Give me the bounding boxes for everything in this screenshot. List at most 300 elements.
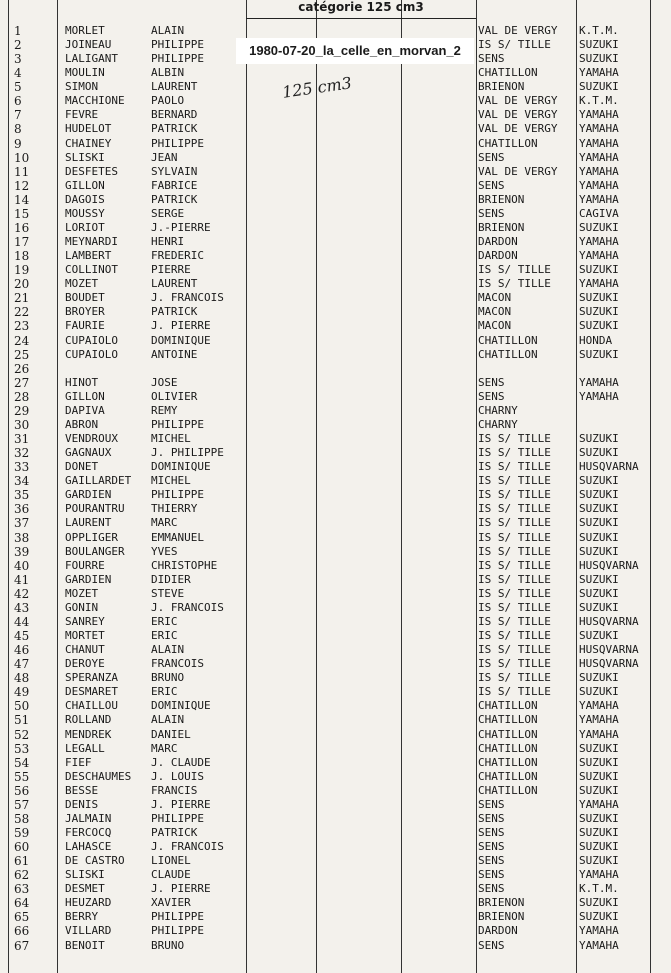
motorcycle-brand: YAMAHA [579, 389, 619, 403]
club-town: MACON [478, 291, 512, 305]
club-town: CHARNY [478, 403, 518, 417]
last-name: MACCHIONE [65, 94, 125, 108]
table-row [0, 94, 671, 108]
race-number: 51 [14, 713, 30, 728]
table-row [0, 699, 671, 713]
club-town: SENS [478, 206, 505, 220]
motorcycle-brand: SUZUKI [579, 291, 619, 305]
motorcycle-brand: SUZUKI [579, 629, 619, 642]
club-town: SENS [478, 938, 505, 952]
last-name: OPPLIGER [65, 530, 118, 544]
club-town: VAL DE VERGY [478, 164, 558, 178]
motorcycle-brand: SUZUKI [579, 572, 619, 586]
club-town: SENS [478, 178, 505, 192]
club-town: IS S/ TILLE [478, 502, 551, 516]
club-town: CHATILLON [478, 755, 538, 769]
table-row [0, 137, 671, 151]
table-row [0, 502, 671, 516]
motorcycle-brand: YAMAHA [579, 136, 619, 150]
club-town: CHARNY [478, 417, 518, 431]
race-number: 24 [14, 333, 30, 348]
motorcycle-brand: SUZUKI [579, 502, 619, 516]
last-name: HUDELOT [65, 122, 112, 136]
last-name: DESCHAUMES [65, 769, 132, 783]
table-row [0, 122, 671, 136]
motorcycle-brand: HONDA [579, 333, 613, 347]
last-name: DAGOIS [65, 192, 105, 206]
first-name: PHILIPPE [151, 910, 204, 924]
race-number: 20 [14, 277, 30, 292]
motorcycle-brand: YAMAHA [579, 150, 619, 164]
motorcycle-brand: YAMAHA [579, 699, 619, 713]
club-town: IS S/ TILLE [478, 432, 551, 446]
table-row [0, 671, 671, 685]
club-town: IS S/ TILLE [478, 263, 551, 277]
club-town: SENS [478, 868, 505, 882]
club-town: IS S/ TILLE [478, 474, 551, 488]
race-number: 61 [14, 854, 30, 869]
motorcycle-brand: SUZUKI [579, 811, 619, 825]
first-name: J.-PIERRE [151, 220, 211, 234]
table-row [0, 896, 671, 910]
race-number: 62 [14, 868, 30, 883]
motorcycle-brand: YAMAHA [579, 924, 619, 938]
first-name: FRANCIS [151, 783, 198, 797]
first-name: PHILIPPE [151, 417, 204, 431]
last-name: BROYER [65, 305, 105, 319]
club-town: IS S/ TILLE [478, 488, 551, 502]
first-name: DANIEL [151, 727, 191, 741]
race-number: 7 [14, 108, 22, 123]
club-town: CHATILLON [478, 699, 538, 713]
first-name: ALAIN [151, 713, 185, 727]
first-name: ALBIN [151, 66, 185, 80]
motorcycle-brand: SUZUKI [579, 783, 619, 797]
table-row [0, 66, 671, 80]
motorcycle-brand: SUZUKI [579, 432, 619, 446]
race-number: 48 [14, 671, 30, 686]
table-row [0, 390, 671, 404]
table-row [0, 826, 671, 840]
motorcycle-brand: K.T.M. [579, 94, 619, 108]
motorcycle-brand: SUZUKI [579, 910, 619, 924]
last-name: FEVRE [65, 108, 99, 122]
table-row [0, 305, 671, 319]
first-name: J. FRANCOIS [151, 291, 224, 305]
race-number: 41 [14, 572, 30, 587]
first-name: JOSE [151, 375, 178, 389]
club-town: SENS [478, 150, 505, 164]
table-row [0, 516, 671, 530]
club-town: SENS [478, 882, 505, 896]
race-number: 8 [14, 122, 22, 137]
motorcycle-brand: YAMAHA [579, 122, 619, 136]
motorcycle-brand: SUZUKI [579, 319, 619, 333]
table-row [0, 559, 671, 573]
club-town: MACON [478, 319, 512, 333]
first-name: PAOLO [151, 94, 185, 108]
first-name: JEAN [151, 150, 178, 164]
club-town: DARDON [478, 249, 518, 263]
club-town: IS S/ TILLE [478, 600, 551, 614]
last-name: ABRON [65, 417, 99, 431]
first-name: MICHEL [151, 474, 191, 488]
race-number: 53 [14, 741, 30, 756]
motorcycle-brand: HUSQVARNA [579, 657, 639, 671]
race-number: 65 [14, 910, 30, 925]
table-row [0, 882, 671, 896]
table-row [0, 432, 671, 446]
race-number: 60 [14, 840, 30, 855]
motorcycle-brand: YAMAHA [579, 713, 619, 727]
club-town: SENS [478, 825, 505, 839]
first-name: PHILIPPE [151, 136, 204, 150]
last-name: CUPAIOLO [65, 347, 118, 361]
first-name: STEVE [151, 586, 185, 600]
table-row [0, 207, 671, 221]
race-number: 43 [14, 600, 30, 615]
last-name: LAURENT [65, 516, 112, 530]
club-town: VAL DE VERGY [478, 122, 558, 136]
motorcycle-brand: YAMAHA [579, 164, 619, 178]
motorcycle-brand: YAMAHA [579, 727, 619, 741]
race-number: 12 [14, 178, 30, 193]
first-name: YVES [151, 544, 178, 558]
club-town: VAL DE VERGY [478, 24, 558, 37]
motorcycle-brand: SUZUKI [579, 586, 619, 600]
table-row [0, 418, 671, 432]
last-name: LALIGANT [65, 52, 118, 66]
first-name: XAVIER [151, 896, 191, 910]
last-name: LEGALL [65, 741, 105, 755]
table-row [0, 460, 671, 474]
race-number: 5 [14, 80, 22, 95]
category-header: catégorie 125 cm3 [246, 0, 476, 19]
race-number: 28 [14, 389, 30, 404]
last-name: CHAILLOU [65, 699, 118, 713]
last-name: FAURIE [65, 319, 105, 333]
table-row [0, 601, 671, 615]
first-name: REMY [151, 403, 178, 417]
club-town: SENS [478, 375, 505, 389]
table-row [0, 939, 671, 953]
table-row [0, 179, 671, 193]
table-row [0, 488, 671, 502]
first-name: OLIVIER [151, 389, 198, 403]
race-number: 4 [14, 66, 22, 81]
last-name: SPERANZA [65, 671, 118, 685]
motorcycle-brand: SUZUKI [579, 220, 619, 234]
last-name: DAPIVA [65, 403, 105, 417]
table-row [0, 531, 671, 545]
club-town: SENS [478, 389, 505, 403]
club-town: CHATILLON [478, 783, 538, 797]
first-name: BRUNO [151, 671, 185, 685]
race-number: 27 [14, 375, 30, 390]
motorcycle-brand: SUZUKI [579, 446, 619, 460]
first-name: FRANCOIS [151, 657, 204, 671]
table-row [0, 277, 671, 291]
motorcycle-brand: SUZUKI [579, 52, 619, 66]
first-name: BERNARD [151, 108, 198, 122]
last-name: GILLON [65, 178, 105, 192]
last-name: MORLET [65, 24, 105, 37]
race-number: 38 [14, 530, 30, 545]
club-town: IS S/ TILLE [478, 657, 551, 671]
club-town: DARDON [478, 924, 518, 938]
first-name: PATRICK [151, 825, 198, 839]
motorcycle-brand: SUZUKI [579, 347, 619, 361]
table-row [0, 52, 671, 66]
race-number: 10 [14, 150, 30, 165]
club-town: VAL DE VERGY [478, 108, 558, 122]
last-name: CHANUT [65, 643, 105, 657]
motorcycle-brand: SUZUKI [579, 544, 619, 558]
race-number: 31 [14, 432, 30, 447]
motorcycle-brand: HUSQVARNA [579, 614, 639, 628]
first-name: ALAIN [151, 643, 185, 657]
club-town: CHATILLON [478, 66, 538, 80]
race-number: 40 [14, 558, 30, 573]
first-name: SERGE [151, 206, 185, 220]
table-row [0, 868, 671, 882]
table-row [0, 742, 671, 756]
motorcycle-brand: SUZUKI [579, 80, 619, 94]
race-number: 23 [14, 319, 30, 334]
race-number: 3 [14, 52, 22, 67]
last-name: DESMET [65, 882, 105, 896]
last-name: HEUZARD [65, 896, 112, 910]
first-name: J. FRANCOIS [151, 840, 224, 854]
club-town: SENS [478, 52, 505, 66]
table-row [0, 615, 671, 629]
race-number: 39 [14, 544, 30, 559]
race-number: 55 [14, 769, 30, 784]
first-name: ERIC [151, 614, 178, 628]
table-row [0, 728, 671, 742]
race-number: 25 [14, 347, 30, 362]
motorcycle-brand: YAMAHA [579, 235, 619, 249]
first-name: PHILIPPE [151, 52, 204, 66]
last-name: SLISKI [65, 868, 105, 882]
motorcycle-brand: YAMAHA [579, 938, 619, 952]
last-name: GONIN [65, 600, 99, 614]
club-town: IS S/ TILLE [478, 685, 551, 699]
motorcycle-brand: YAMAHA [579, 66, 619, 80]
table-row [0, 404, 671, 418]
motorcycle-brand: YAMAHA [579, 277, 619, 291]
first-name: HENRI [151, 235, 185, 249]
last-name: DESFETES [65, 164, 118, 178]
last-name: MEYNARDI [65, 235, 118, 249]
table-row [0, 474, 671, 488]
race-number: 18 [14, 249, 30, 264]
race-number: 54 [14, 755, 30, 770]
club-town: IS S/ TILLE [478, 614, 551, 628]
motorcycle-brand: SUZUKI [579, 600, 619, 614]
club-town: BRIENON [478, 220, 525, 234]
first-name: LIONEL [151, 854, 191, 868]
first-name: MARC [151, 516, 178, 530]
first-name: BRUNO [151, 938, 185, 952]
first-name: SYLVAIN [151, 164, 198, 178]
first-name: PHILIPPE [151, 811, 204, 825]
race-number: 45 [14, 629, 30, 643]
first-name: LAURENT [151, 80, 198, 94]
race-number: 59 [14, 825, 30, 840]
race-number: 56 [14, 783, 30, 798]
club-town: CHATILLON [478, 769, 538, 783]
motorcycle-brand: SUZUKI [579, 685, 619, 699]
first-name: MARC [151, 741, 178, 755]
last-name: MENDREK [65, 727, 112, 741]
race-number: 21 [14, 291, 30, 306]
last-name: SANREY [65, 614, 105, 628]
table-row [0, 362, 671, 376]
club-town: IS S/ TILLE [478, 530, 551, 544]
last-name: DEROYE [65, 657, 105, 671]
club-town: SENS [478, 811, 505, 825]
last-name: HINOT [65, 375, 99, 389]
table-row [0, 587, 671, 601]
table-row [0, 756, 671, 770]
last-name: VILLARD [65, 924, 112, 938]
table-row [0, 840, 671, 854]
first-name: J. PIERRE [151, 882, 211, 896]
club-town: CHATILLON [478, 741, 538, 755]
first-name: PATRICK [151, 305, 198, 319]
first-name: J. LOUIS [151, 769, 204, 783]
race-number: 29 [14, 403, 30, 418]
first-name: ERIC [151, 685, 178, 699]
motorcycle-brand: SUZUKI [579, 854, 619, 868]
last-name: BOULANGER [65, 544, 125, 558]
club-town: SENS [478, 854, 505, 868]
first-name: CHRISTOPHE [151, 558, 218, 572]
race-number: 63 [14, 882, 30, 897]
table-row [0, 770, 671, 784]
motorcycle-brand: SUZUKI [579, 671, 619, 685]
motorcycle-brand: HUSQVARNA [579, 460, 639, 474]
race-number: 42 [14, 586, 30, 601]
race-number: 9 [14, 136, 22, 151]
last-name: SIMON [65, 80, 99, 94]
last-name: GILLON [65, 389, 105, 403]
race-number: 36 [14, 502, 30, 517]
table-row [0, 249, 671, 263]
race-number: 19 [14, 263, 30, 278]
motorcycle-brand: YAMAHA [579, 192, 619, 206]
motorcycle-brand: YAMAHA [579, 108, 619, 122]
race-number: 64 [14, 896, 30, 911]
first-name: PHILIPPE [151, 488, 204, 502]
race-number: 67 [14, 938, 30, 953]
last-name: CHAINEY [65, 136, 112, 150]
table-row [0, 685, 671, 699]
last-name: CUPAIOLO [65, 333, 118, 347]
motorcycle-brand: SUZUKI [579, 38, 619, 52]
last-name: DONET [65, 460, 99, 474]
race-number: 32 [14, 446, 30, 461]
last-name: BERRY [65, 910, 99, 924]
club-town: BRIENON [478, 192, 525, 206]
table-row [0, 151, 671, 165]
last-name: POURANTRU [65, 502, 125, 516]
last-name: BOUDET [65, 291, 105, 305]
first-name: DIDIER [151, 572, 191, 586]
first-name: J. PIERRE [151, 797, 211, 811]
first-name: FREDERIC [151, 249, 204, 263]
race-number: 44 [14, 614, 30, 629]
first-name: PIERRE [151, 263, 191, 277]
motorcycle-brand: HUSQVARNA [579, 643, 639, 657]
table-row [0, 446, 671, 460]
last-name: BENOIT [65, 938, 105, 952]
handwritten-note: 125 cm3 [281, 73, 353, 102]
club-town: SENS [478, 797, 505, 811]
club-town: IS S/ TILLE [478, 277, 551, 291]
table-row [0, 24, 671, 38]
last-name: COLLINOT [65, 263, 118, 277]
table-row [0, 545, 671, 559]
last-name: DENIS [65, 797, 99, 811]
first-name: J. FRANCOIS [151, 600, 224, 614]
table-row [0, 924, 671, 938]
last-name: GARDIEN [65, 488, 112, 502]
club-town: CHATILLON [478, 333, 538, 347]
race-number: 26 [14, 361, 30, 376]
first-name: ERIC [151, 629, 178, 642]
race-number: 30 [14, 417, 30, 432]
motorcycle-brand: K.T.M. [579, 882, 619, 896]
motorcycle-brand: SUZUKI [579, 530, 619, 544]
race-number: 66 [14, 924, 30, 939]
race-number: 15 [14, 206, 30, 221]
club-town: DARDON [478, 235, 518, 249]
race-number: 6 [14, 94, 22, 109]
race-number: 46 [14, 643, 30, 658]
race-number: 50 [14, 699, 30, 714]
first-name: DOMINIQUE [151, 460, 211, 474]
motorcycle-brand: YAMAHA [579, 178, 619, 192]
last-name: GARDIEN [65, 572, 112, 586]
first-name: FABRICE [151, 178, 198, 192]
table-row [0, 798, 671, 812]
table-row [0, 165, 671, 179]
club-town: MACON [478, 305, 512, 319]
last-name: MOULIN [65, 66, 105, 80]
table-row [0, 376, 671, 390]
motorcycle-brand: SUZUKI [579, 896, 619, 910]
race-number: 35 [14, 488, 30, 503]
first-name: PHILIPPE [151, 38, 204, 52]
motorcycle-brand: YAMAHA [579, 797, 619, 811]
race-number: 57 [14, 797, 30, 812]
first-name: PATRICK [151, 192, 198, 206]
club-town: CHATILLON [478, 136, 538, 150]
last-name: FERCOCQ [65, 825, 112, 839]
club-town: IS S/ TILLE [478, 460, 551, 474]
club-town: IS S/ TILLE [478, 558, 551, 572]
race-number: 14 [14, 192, 30, 207]
first-name: LAURENT [151, 277, 198, 291]
race-number: 2 [14, 38, 22, 53]
club-town: IS S/ TILLE [478, 544, 551, 558]
last-name: ROLLAND [65, 713, 112, 727]
first-name: CLAUDE [151, 868, 191, 882]
table-row [0, 910, 671, 924]
table-row [0, 348, 671, 362]
